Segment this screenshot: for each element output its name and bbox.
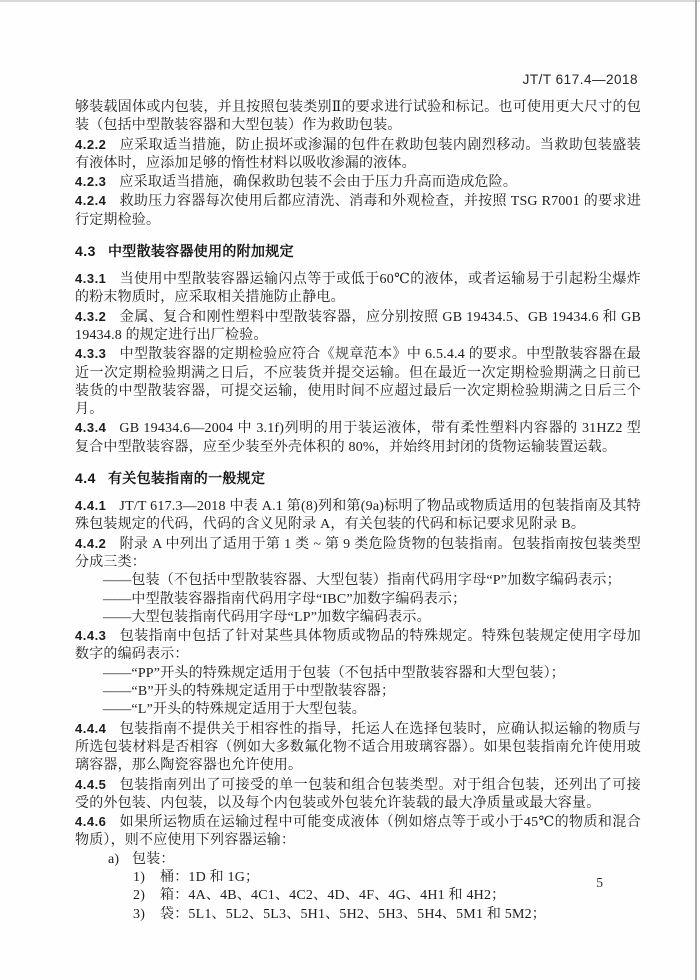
list-item-2 — [75, 887, 641, 905]
clause-number: 4.3.2 — [75, 308, 107, 324]
clause-text: 应采取适当措施，防止损坏或渗漏的包件在救助包装内剧烈移动。当救助包装盛装有液体时，应添加足够的惰性材料以吸收渗漏的液体。 — [75, 137, 641, 171]
section-title: 中型散装容器使用的附加规定 — [107, 243, 294, 260]
dash-item-ibc — [75, 591, 641, 609]
clause-4-4-1 — [75, 497, 641, 535]
clause-number: 4.3.4 — [75, 420, 107, 436]
dash-item-pp — [75, 665, 641, 683]
section-heading-4-3 — [75, 241, 641, 261]
dash-item-lp — [75, 609, 641, 627]
clause-4-4-6 — [75, 813, 641, 851]
clause-number: 4.2.3 — [75, 174, 107, 190]
clause-number: 4.3.3 — [75, 346, 107, 362]
list-item-a — [75, 851, 641, 869]
clause-number: 4.4.1 — [75, 498, 107, 514]
clause-text: GB 19434.6—2004 中 3.1f)列明的用于装运液体，带有柔性塑料内容器的 31HZ2 型复合中型散装容器，应至少装至外壳体积的 80%，并始终用封闭的货物运输装置运载。 — [75, 421, 641, 455]
clause-number: 4.4.2 — [75, 535, 107, 551]
section-heading-4-4 — [75, 468, 641, 488]
list-item-1 — [75, 869, 641, 887]
list-item-3 — [75, 906, 641, 924]
section-title: 有关包装指南的一般规定 — [107, 470, 266, 487]
clause-text: 如果所运物质在运输过程中可能变成液体（例如熔点等于或小于45℃的物质和混合物质），则不应使用下列容器运输： — [75, 815, 641, 849]
list-item-marker: 3) — [133, 906, 146, 922]
section-number: 4.3 — [75, 243, 96, 260]
clause-4-4-3 — [75, 627, 641, 665]
standard-number-header: JT/T 617.4—2018 — [522, 72, 638, 87]
clause-4-3-4 — [75, 419, 641, 457]
clause-4-3-1 — [75, 270, 641, 308]
clause-4-4-2 — [75, 535, 641, 573]
clause-4-2-4 — [75, 192, 641, 230]
clause-4-3-3 — [75, 345, 641, 419]
clause-text: 金属、复合和刚性塑料中型散装容器，应分别按照 GB 19434.5、GB 19434.6 和 GB 19434.8 的规定进行出厂检验。 — [75, 309, 641, 343]
dash-item-text: ——包装（不包括中型散装容器、大型包装）指南代码用字母“P”加数字编码表示； — [103, 573, 621, 589]
page-number: 5 — [596, 875, 603, 890]
clause-text: 包装指南不提供关于相容性的指导，托运人在选择包装时，应确认拟运输的物质与所选包装材料是否相容（例如大多数氟化物不适合用玻璃容器）。如果包装指南允许使用玻璃容器，那么陶瓷容器也允许使用。 — [75, 721, 641, 774]
clause-text: 附录 A 中列出了适用于第 1 类 ~ 第 9 类危险货物的包装指南。包装指南按包装类型分成三类： — [75, 536, 641, 570]
clause-number: 4.3.1 — [75, 271, 107, 287]
clause-4-2-2 — [75, 136, 641, 174]
dash-item-text: ——“PP”开头的特殊规定适用于包装（不包括中型散装容器和大型包装）； — [103, 665, 565, 681]
clause-text: 当使用中型散装容器运输闪点等于或低于60℃的液体，或者运输易于引起粉尘爆炸的粉末物质时，应采取相关措施防止静电。 — [75, 272, 641, 306]
clause-number: 4.2.4 — [75, 193, 107, 209]
dash-item-text: ——大型包装指南代码用字母“LP”加数字编码表示。 — [103, 609, 431, 625]
section-number: 4.4 — [75, 470, 96, 487]
dash-item-l — [75, 701, 641, 719]
list-item-text: 包装： — [132, 851, 175, 867]
paragraph-text: 够装载固体或内包装，并且按照包装类别Ⅱ的要求进行试验和标记。也可使用更大尺寸的包装（包括中型散装容器和大型包装）作为救助包装。 — [75, 100, 641, 134]
scan-top-edge — [0, 0, 700, 2]
clause-text: JT/T 617.3—2018 中表 A.1 第(8)列和第(9a)标明了物品或物质适用的包装指南及其特殊包装规定的代码，代码的含义见附录 A，有关包装的代码和标记要求见附录 B。 — [75, 499, 641, 533]
clause-number: 4.4.6 — [75, 814, 107, 830]
clause-4-3-2 — [75, 308, 641, 346]
dash-item-b — [75, 683, 641, 701]
paragraph-continuation — [75, 99, 641, 136]
clause-text: 中型散装容器的定期检验应符合《规章范本》中 6.5.4.4 的要求。中型散装容器在最近一次定期检验期满之日后，不应装货并提交运输。但在最近一次定期检验期满之日前已装货的中型散装容器，可提交运输，使用时间不应超过最后一次定期检验期满之日后三个月。 — [75, 347, 641, 418]
clause-number: 4.4.3 — [75, 628, 107, 644]
clause-number: 4.2.2 — [75, 136, 107, 152]
document-body — [75, 99, 641, 924]
list-item-marker: 2) — [133, 888, 146, 904]
clause-number: 4.4.4 — [75, 720, 107, 736]
list-item-text: 袋：5L1、5L2、5L3、5H1、5H2、5H3、5H4、5M1 和 5M2； — [160, 906, 546, 922]
clause-number: 4.4.5 — [75, 776, 107, 792]
list-item-marker: 1) — [133, 869, 146, 885]
dash-item-text: ——中型散装容器指南代码用字母“IBC”加数字编码表示； — [103, 591, 467, 607]
list-item-text: 桶：1D 和 1G； — [160, 869, 260, 885]
dash-item-text: ——“B”开头的特殊规定适用于中型散装容器； — [103, 684, 396, 700]
clause-text: 救助压力容器每次使用后都应清洗、消毒和外观检查，并按照 TSG R7001 的要求进行定期检验。 — [75, 194, 641, 228]
list-item-text: 箱：4A、4B、4C1、4C2、4D、4F、4G、4H1 和 4H2； — [160, 888, 506, 904]
list-item-marker: a) — [108, 851, 120, 867]
dash-item-p — [75, 572, 641, 590]
clause-text: 应采取适当措施，确保救助包装不会由于压力升高而造成危险。 — [119, 175, 518, 191]
clause-4-4-5 — [75, 776, 641, 814]
dash-item-text: ——“L”开头的特殊规定适用于大型包装。 — [103, 702, 366, 718]
clause-4-2-3 — [75, 173, 641, 192]
clause-4-4-4 — [75, 720, 641, 776]
scan-page-edge-line — [695, 0, 697, 980]
clause-text: 包装指南中包括了针对某些具体物质或物品的特殊规定。特殊包装规定使用字母加数字的编码表示： — [75, 629, 641, 663]
clause-text: 包装指南列出了可接受的单一包装和组合包装类型。对于组合包装，还列出了可接受的外包装、内包装，以及每个内包装或外包装允许装载的最大净质量或最大容量。 — [75, 777, 641, 811]
